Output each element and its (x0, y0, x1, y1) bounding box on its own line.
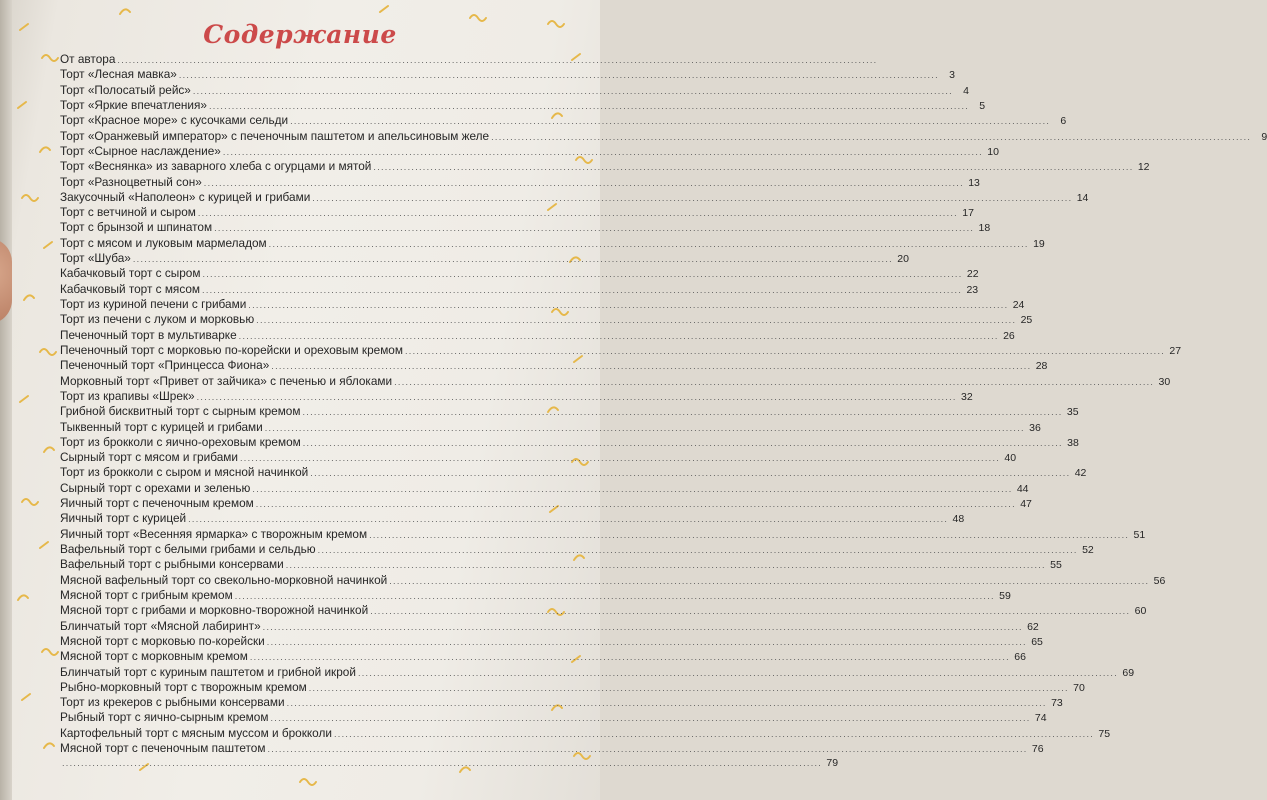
toc-entry (60, 312, 1033, 327)
toc-entry (60, 664, 1135, 680)
toc-entry (60, 480, 1029, 496)
toc-page-number: 52 (1082, 544, 1094, 556)
toc-leader-dots (358, 666, 1118, 681)
toc-page-number: 27 (1169, 344, 1182, 357)
toc-entry (60, 97, 986, 113)
toc-entry-title: Мясной торт с морковным кремом (60, 649, 248, 664)
toc-entry-title: Рыбно-морковный торт с творожным кремом (60, 679, 307, 694)
toc-entry (60, 373, 1171, 389)
toc-entry (60, 526, 1146, 542)
toc-entry-title: Печеночный торт в мультиварке (60, 327, 237, 342)
page-title: Содержание (203, 20, 397, 49)
toc-entry-title: Торт из брокколи с яично-ореховым кремом (60, 434, 301, 449)
toc-leader-dots (312, 191, 1072, 206)
toc-page-number: 28 (1035, 360, 1048, 373)
confetti-mark (380, 6, 388, 12)
toc-entry-title: Торт «Сырное наслаждение» (60, 143, 221, 158)
toc-entry-title: Вафельный торт с рыбными консервами (60, 557, 284, 572)
toc-page-number: 9 (1261, 130, 1267, 143)
toc-page-number: 36 (1029, 421, 1041, 434)
toc-entry-title: Торт из куриной печени с грибами (60, 297, 247, 311)
toc-leader-dots (394, 375, 1154, 390)
toc-leader-dots (303, 436, 1063, 451)
toc-entry-title: Торт «Шуба» (60, 251, 131, 266)
toc-entry (60, 572, 1166, 588)
toc-leader-dots (248, 298, 1008, 313)
toc-entry (60, 52, 526, 67)
toc-leader-dots (369, 528, 1129, 543)
toc-page-number: 70 (1073, 681, 1085, 694)
toc-page-number: 17 (962, 207, 974, 220)
toc-leader-dots (405, 344, 1165, 359)
toc-entry (60, 587, 1011, 603)
toc-leader-dots (270, 711, 1030, 726)
toc-page-number: 42 (1074, 467, 1087, 480)
toc-leader-dots (309, 681, 1069, 696)
toc-page-number: 32 (961, 390, 973, 403)
toc-leader-dots (491, 130, 1251, 145)
toc-page-number: 18 (978, 222, 991, 235)
confetti-mark (18, 595, 28, 600)
toc-page-number: 6 (1060, 115, 1067, 128)
toc-page-number: 10 (987, 145, 999, 158)
toc-leader-dots (267, 742, 1027, 757)
toc-entry-title: Кабачковый торт с мясом (60, 281, 201, 296)
toc-page-number: 51 (1133, 528, 1146, 541)
toc-entry-title: Мясной торт с грибным кремом (60, 587, 233, 602)
toc-entry-title: Вафельный торт с белыми грибами и сельдью (60, 542, 316, 556)
toc-entry (60, 189, 1089, 205)
confetti-mark (42, 55, 58, 61)
toc-entry-title: Торт из крекеров с рыбными консервами (60, 695, 285, 710)
confetti-mark (42, 649, 58, 655)
toc-entry (60, 143, 999, 159)
toc-entry (60, 327, 1015, 343)
toc-leader-dots (302, 405, 1062, 420)
toc-page-number: 55 (1050, 559, 1062, 572)
toc-entry-title: Грибной бисквитный торт с сырным кремом (60, 404, 301, 419)
toc-page-number: 69 (1122, 666, 1135, 679)
toc-entry (60, 756, 839, 771)
toc-page-number: 23 (966, 283, 979, 296)
toc-entry (60, 281, 979, 297)
confetti-mark (44, 242, 52, 248)
toc-leader-dots (334, 727, 1094, 742)
toc-leader-dots (235, 589, 995, 604)
toc-leader-dots (256, 497, 1016, 512)
toc-entry (60, 251, 909, 266)
toc-entry (60, 297, 1025, 312)
toc-entry-title: Яичный торт с печеночным кремом (60, 496, 254, 511)
toc-page-number: 3 (949, 69, 955, 82)
toc-leader-dots (202, 283, 962, 298)
toc-entry (60, 434, 1079, 450)
toc-entry (60, 205, 974, 220)
toc-entry (60, 419, 1041, 435)
toc-entry-title: Торт «Веснянка» из заварного хлеба с огурцами и мятой (60, 159, 372, 174)
toc-entry-title: Торт из крапивы «Шрек» (60, 388, 195, 403)
toc-page-number: 65 (1031, 635, 1043, 648)
toc-leader-dots (373, 160, 1133, 175)
toc-leader-dots (263, 620, 1023, 635)
toc-page-number: 14 (1076, 191, 1089, 204)
toc-entry-title: Мясной торт с печеночным паштетом (60, 741, 266, 756)
toc-page-number: 13 (968, 176, 980, 189)
toc-page-number: 38 (1067, 436, 1079, 449)
toc-page-number: 47 (1020, 498, 1032, 511)
toc-leader-dots (204, 176, 964, 191)
toc-leader-dots (318, 543, 1078, 558)
toc-entry-title: Закусочный «Наполеон» с курицей и грибами (60, 189, 311, 204)
toc-leader-dots (370, 604, 1130, 619)
toc-entry (60, 511, 965, 526)
toc-entry-title: Печеночный торт с морковью по-корейски и ореховым кремом (60, 342, 403, 357)
toc-entry (60, 113, 1067, 128)
toc-entry-title: Торт «Яркие впечатления» (60, 97, 207, 112)
toc-entry-title: Морковный торт «Привет от зайчика» с печенью и яблоками (60, 373, 393, 388)
toc-entry-title: Сырный торт с орехами и зеленью (60, 480, 251, 495)
toc-entry (60, 649, 1026, 664)
toc-leader-dots (252, 482, 1012, 497)
toc-entry-title: Торт «Красное море» с кусочками сельди (60, 113, 289, 128)
toc-entry-title: Тыквенный торт с курицей и грибами (60, 419, 263, 434)
toc-leader-dots (197, 390, 957, 405)
toc-page-number: 76 (1031, 743, 1044, 756)
confetti-mark (20, 396, 28, 402)
toc-entry-title: Мясной торт с морковью по-корейски (60, 633, 265, 648)
toc-entry-title: Яичный торт «Весенняя ярмарка» с творожным кремом (60, 526, 368, 541)
confetti-mark (40, 147, 50, 152)
toc-entry (60, 695, 1063, 710)
toc-entry-title: От автора (60, 52, 116, 66)
toc-page-number: 4 (963, 84, 969, 97)
toc-leader-dots (239, 329, 999, 344)
toc-leader-dots (209, 99, 969, 114)
toc-entry (60, 618, 1039, 634)
confetti-mark (18, 102, 26, 108)
toc-page-number: 40 (1004, 452, 1017, 465)
toc-page-number: 5 (979, 99, 986, 112)
toc-leader-dots (214, 221, 974, 236)
toc-leader-dots (223, 145, 983, 160)
toc-page-number: 75 (1098, 727, 1111, 740)
toc-leader-dots (193, 84, 953, 99)
toc-page-number: 79 (826, 757, 839, 770)
toc-leader-dots (265, 421, 1025, 436)
toc-entry (60, 725, 1111, 741)
toc-entry-title: Сырный торт с мясом и грибами (60, 450, 238, 465)
confetti-mark (44, 447, 54, 452)
toc-page-number: 74 (1034, 712, 1047, 725)
toc-entry (60, 235, 1045, 251)
toc-entry-title: Торт из брокколи с сыром и мясной начинкой (60, 465, 309, 480)
toc-entry (60, 266, 979, 281)
toc-page-number: 35 (1066, 406, 1079, 419)
toc-entry (60, 633, 1043, 649)
toc-entry-title: Торт с брынзой и шпинатом (60, 220, 213, 235)
toc-entry-title: Торт «Разноцветный сон» (60, 174, 202, 189)
toc-entry-title: Торт с ветчиной и сыром (60, 205, 196, 220)
toc-entry-title: Мясной торт с грибами и морковно-творожной начинкой (60, 603, 369, 618)
confetti-mark (300, 779, 316, 785)
toc-leader-dots (269, 237, 1029, 252)
toc-entry-title: Печеночный торт «Принцесса Фиона» (60, 358, 270, 373)
toc-entry (60, 174, 980, 190)
toc-leader-dots (267, 635, 1027, 650)
confetti-mark (22, 499, 38, 505)
toc-entry (60, 603, 1147, 618)
toc-entry-title: Торт «Полосатый рейс» (60, 82, 191, 97)
toc-page-number: 56 (1153, 574, 1166, 587)
toc-entry (60, 220, 991, 235)
confetti-mark (44, 743, 54, 748)
confetti-mark (24, 295, 34, 300)
toc-leader-dots (290, 114, 1050, 129)
toc-entry (60, 741, 1044, 756)
toc-leader-dots (310, 466, 1070, 481)
toc-page-number: 66 (1014, 651, 1026, 664)
toc-entry-title: Кабачковый торт с сыром (60, 266, 201, 281)
toc-leader-dots (117, 53, 877, 68)
toc-entry (60, 128, 1267, 144)
toc-page-number: 48 (952, 513, 965, 526)
toc-entry-title: Мясной вафельный торт со свекольно-морковной начинкой (60, 572, 388, 587)
toc-entry-title: Картофельный торт с мясным муссом и брокколи (60, 725, 332, 740)
confetti-mark (120, 9, 130, 14)
toc-leader-dots (188, 512, 948, 527)
toc-page-number: 24 (1012, 299, 1025, 311)
confetti-mark (40, 349, 56, 355)
toc-page-number: 30 (1158, 375, 1171, 388)
toc-leader-dots (179, 68, 939, 83)
toc-leader-dots (133, 252, 893, 267)
toc-entry (60, 557, 1062, 572)
toc-page-number: 44 (1016, 482, 1029, 495)
toc-page-number: 73 (1051, 697, 1063, 710)
book-spine (0, 0, 12, 800)
toc-page-number: 26 (1003, 329, 1015, 342)
table-of-contents (60, 52, 1267, 772)
toc-entry-title: Торт «Лесная мавка» (60, 67, 177, 82)
toc-leader-dots (240, 451, 1000, 466)
toc-entry (60, 710, 1047, 725)
toc-leader-dots (286, 558, 1046, 573)
toc-page-number: 25 (1020, 314, 1033, 327)
toc-entry (60, 67, 955, 82)
toc-leader-dots (256, 313, 1016, 328)
toc-entry (60, 82, 969, 98)
toc-entry-title: Блинчатый торт с куриным паштетом и грибной икрой (60, 664, 356, 679)
toc-page-number: 19 (1033, 237, 1045, 250)
toc-entry-title: Торт «Оранжевый император» с печеночным паштетом и апельсиновым желе (60, 128, 490, 143)
toc-page-number: 59 (999, 589, 1011, 602)
toc-entry (60, 542, 1094, 557)
toc-entry (60, 342, 1182, 358)
toc-page-number: 62 (1027, 620, 1039, 633)
toc-leader-dots (271, 359, 1031, 374)
toc-entry (60, 465, 1087, 480)
toc-page-number: 22 (966, 268, 979, 281)
confetti-mark (22, 195, 38, 201)
toc-entry (60, 496, 1032, 511)
toc-page-number: 60 (1134, 605, 1147, 618)
toc-entry-title: Яичный торт с курицей (60, 511, 187, 526)
toc-leader-dots (389, 574, 1149, 589)
toc-leader-dots (287, 696, 1047, 711)
confetti-mark (22, 694, 30, 700)
toc-page-number: 20 (897, 253, 909, 266)
toc-entry (60, 159, 1150, 174)
confetti-mark (40, 542, 48, 548)
toc-entry (60, 388, 973, 404)
toc-entry (60, 404, 1079, 419)
toc-entry-title: Торт из печени с луком и морковью (60, 312, 255, 327)
toc-leader-dots (202, 267, 962, 282)
toc-leader-dots (198, 206, 958, 221)
toc-leader-dots (250, 650, 1010, 665)
toc-entry-title: Торт с мясом и луковым мармеладом (60, 235, 267, 250)
toc-entry (60, 679, 1085, 695)
toc-entry-title: Рыбный торт с яично-сырным кремом (60, 710, 269, 725)
toc-page-number: 12 (1137, 161, 1150, 174)
toc-entry (60, 358, 1048, 373)
toc-entry-title: Блинчатый торт «Мясной лабиринт» (60, 618, 261, 633)
toc-entry (60, 450, 1017, 465)
toc-leader-dots (62, 756, 822, 771)
